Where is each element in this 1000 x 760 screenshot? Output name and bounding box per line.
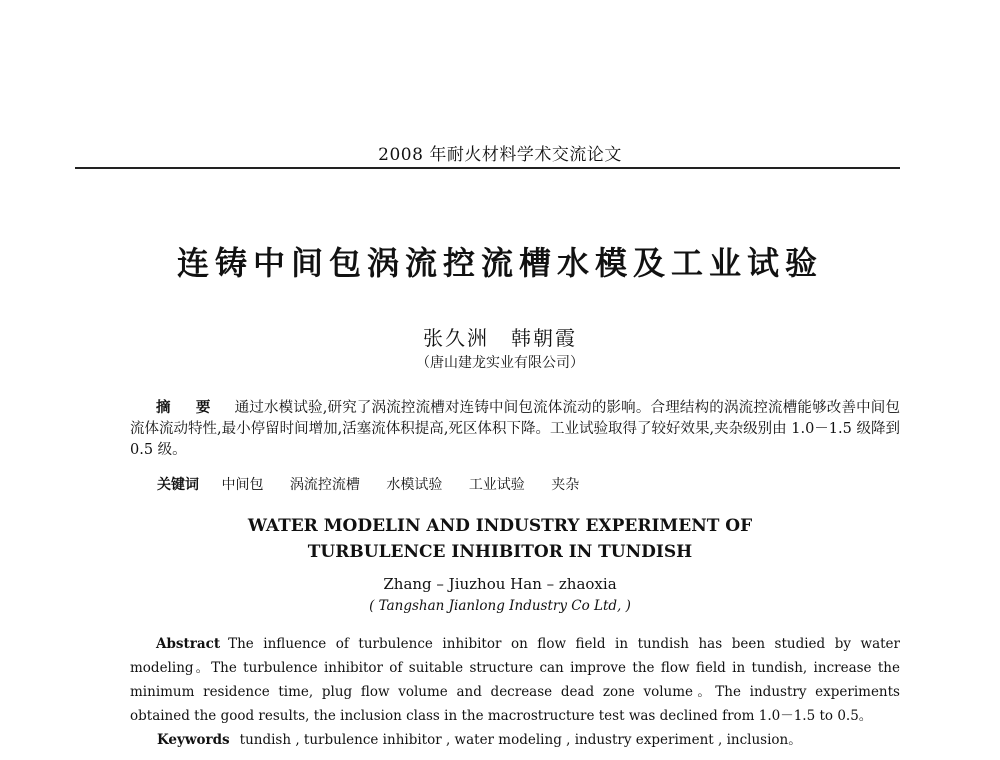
chinese-abstract-label: 摘 要 xyxy=(156,399,221,416)
header-rule xyxy=(75,167,900,169)
chinese-keyword: 涡流控流槽 xyxy=(289,477,360,493)
chinese-title: 连铸中间包涡流控流槽水模及工业试验 xyxy=(176,244,823,282)
chinese-keyword: 中间包 xyxy=(221,477,264,493)
chinese-abstract-text: 通过水模试验,研究了涡流控流槽对连铸中间包流体流动的影响。合理结构的涡流控流槽能够改善中间包流体流动特性,最小停留时间增加,活塞流体积提高,死区体积下降。工业试验取得了较好效果,夹杂级别由 1.0－1.5 级降到 0.5 级。 xyxy=(130,400,900,458)
chinese-keywords xyxy=(157,474,601,494)
english-affiliation: ( Tangshan Jianlong Industry Co Ltd, ) xyxy=(369,598,631,614)
chinese-keyword: 工业试验 xyxy=(468,477,525,493)
chinese-keyword: 夹杂 xyxy=(551,477,580,493)
chinese-keywords-label: 关键词 xyxy=(157,477,199,493)
english-keywords-label: Keywords xyxy=(157,732,230,748)
chinese-authors: 张久洲 韩朝霞 xyxy=(423,326,577,350)
running-header: 2008 年耐火材料学术交流论文 xyxy=(378,145,622,165)
english-abstract xyxy=(130,632,900,728)
english-authors: Zhang – Jiuzhou Han – zhaoxia xyxy=(383,575,617,593)
english-abstract-label: Abstract xyxy=(156,636,221,652)
chinese-affiliation: （唐山建龙实业有限公司） xyxy=(416,355,584,371)
chinese-abstract xyxy=(130,397,900,461)
english-title-line: WATER MODELIN AND INDUSTRY EXPERIMENT OF xyxy=(247,516,753,536)
english-abstract-text: The influence of turbulence inhibitor on flow field in tundish has been studied by water modeling。The turbulence inhibitor of suitable structure can improve the flow field in tundish, increase the minimum residence time, plug flow volume and decrease dead zone volume。The industry experiments obtained the good results, the inclusion class in the macrostructure test was declined from 1.0－1.5 to 0.5。 xyxy=(130,636,900,724)
english-title-line: TURBULENCE INHIBITOR IN TUNDISH xyxy=(307,542,693,562)
english-title xyxy=(0,513,1000,565)
english-keywords xyxy=(157,728,802,748)
english-keywords-text: tundish , turbulence inhibitor , water modeling , industry experiment , inclusion。 xyxy=(239,732,802,748)
chinese-keyword: 水模试验 xyxy=(386,477,443,493)
